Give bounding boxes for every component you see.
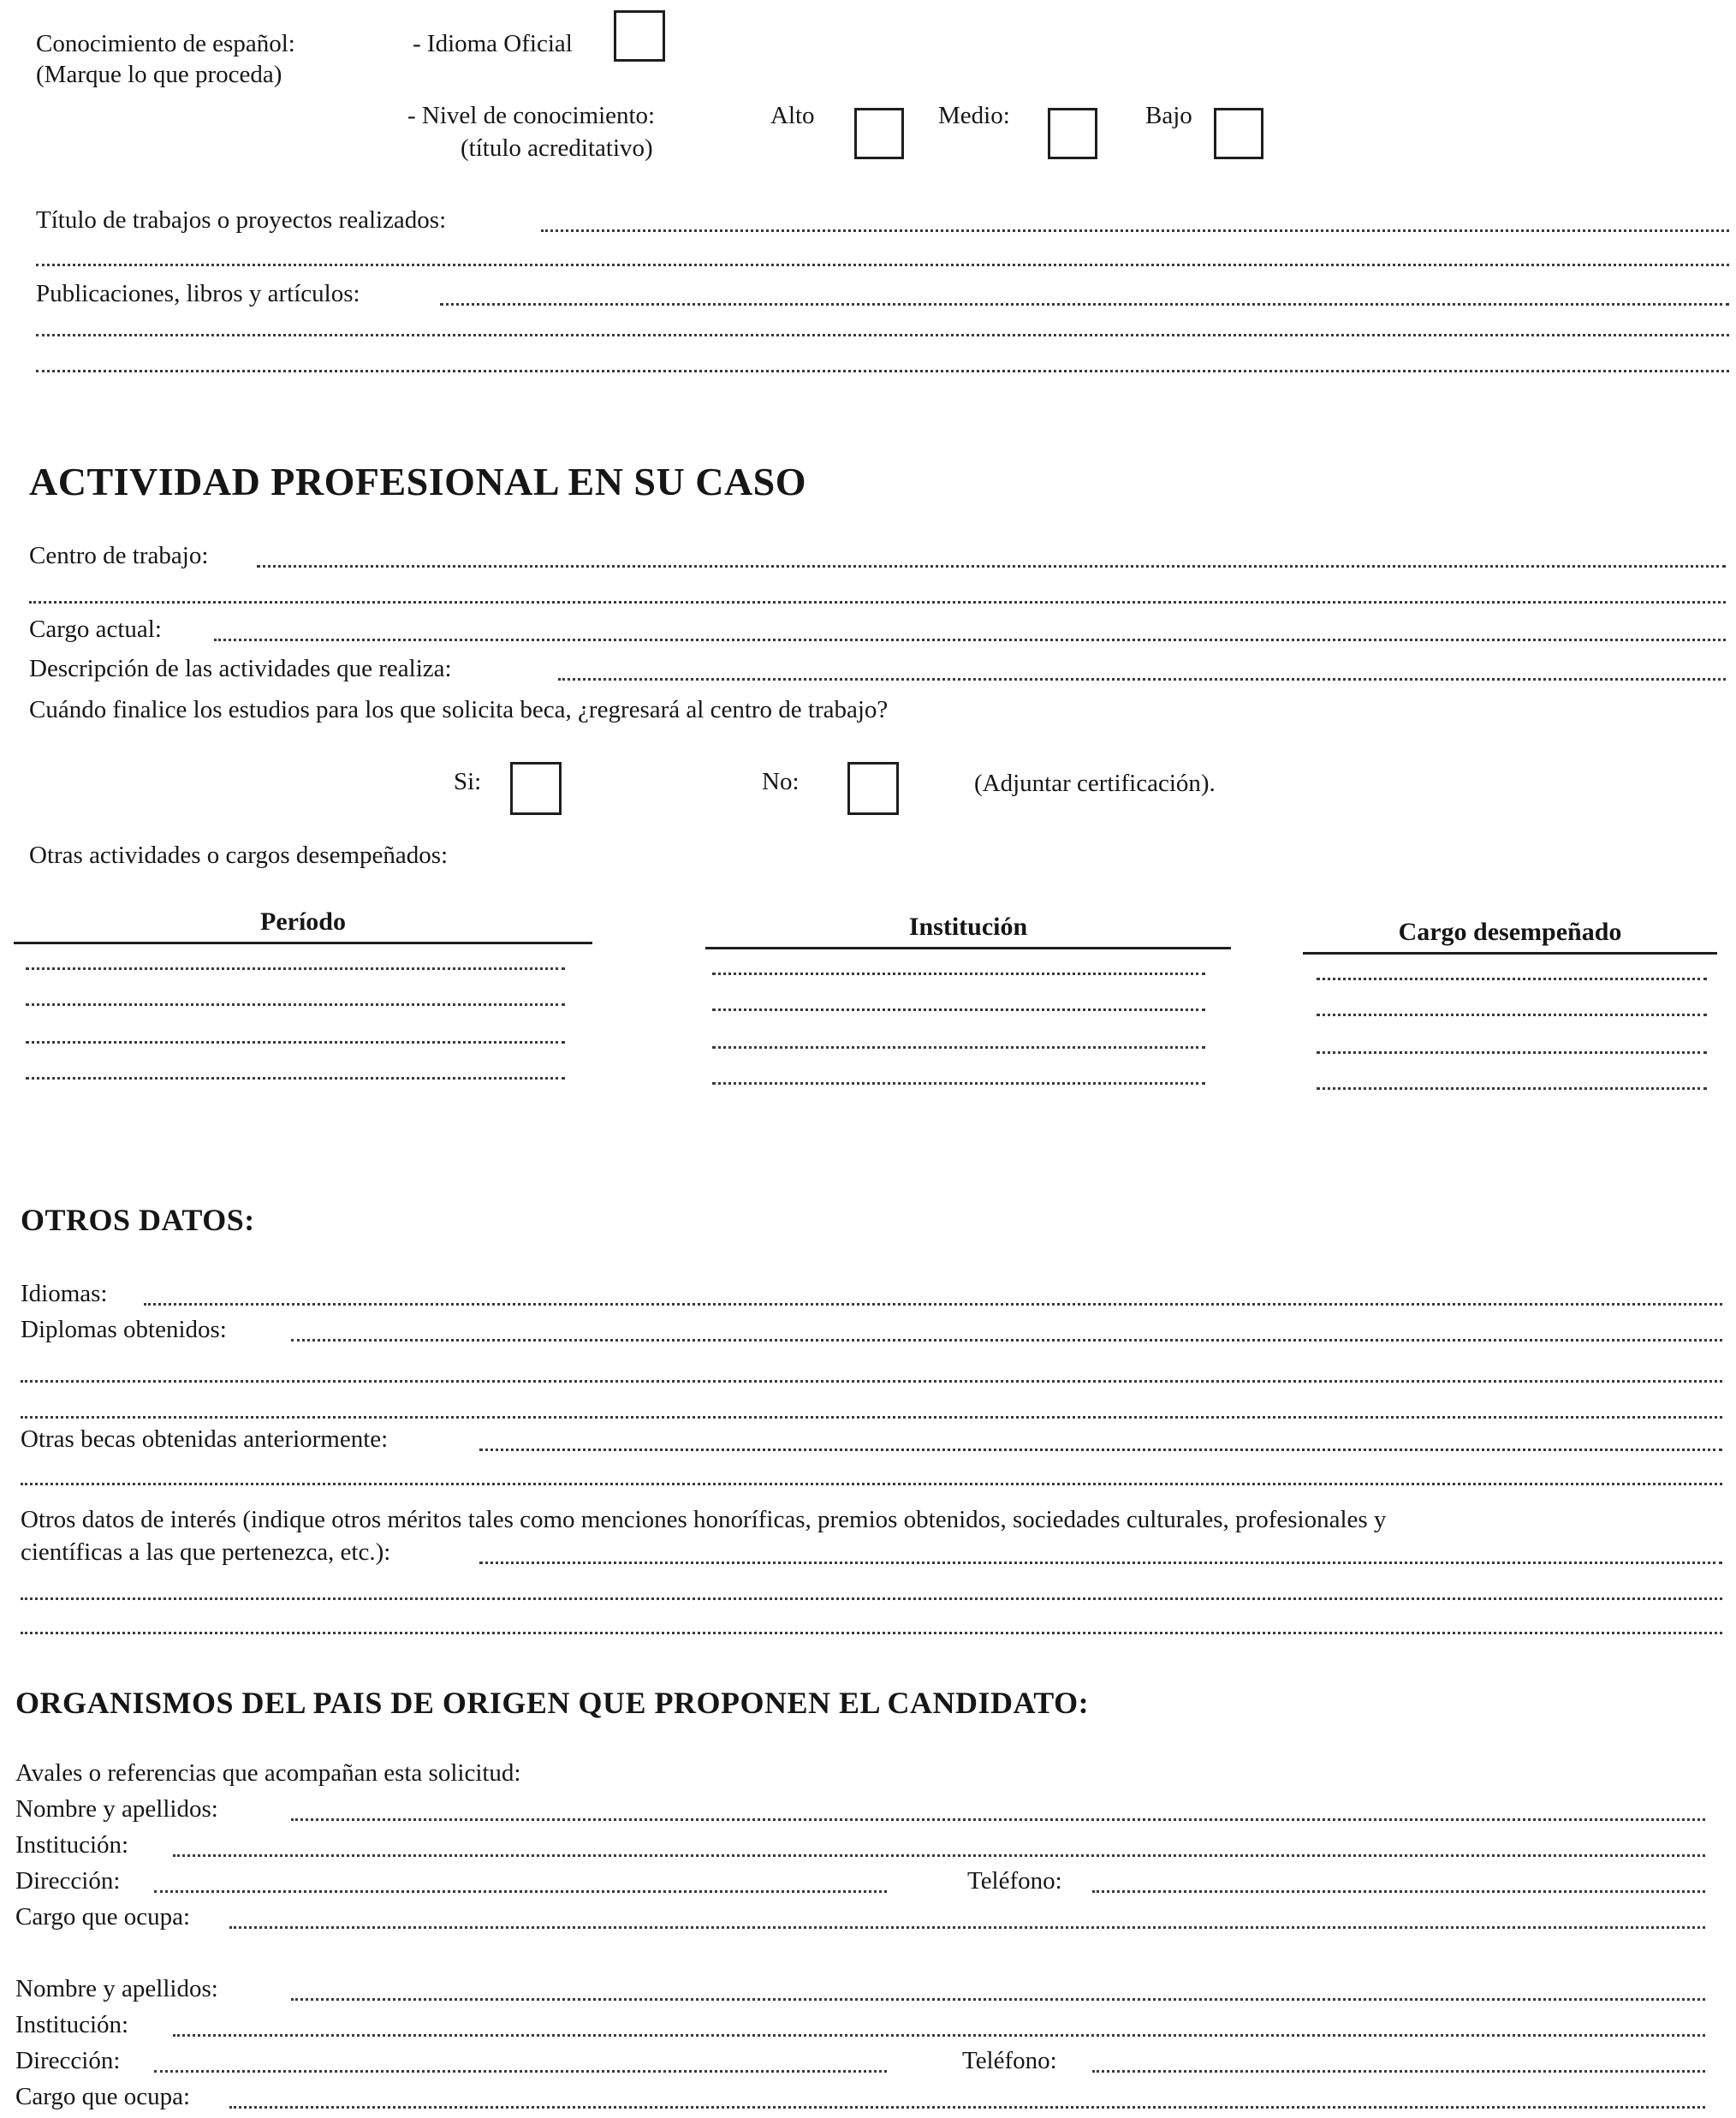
ref1-cargo-field[interactable]	[229, 1926, 1705, 1929]
organismos-heading: ORGANISMOS DEL PAIS DE ORIGEN QUE PROPONEN EL CANDIDATO:	[15, 1686, 1090, 1720]
otros-interes-field-line3[interactable]	[21, 1632, 1722, 1634]
ref1-direccion-label: Dirección:	[15, 1867, 121, 1895]
ref1-cargo-label: Cargo que ocupa:	[15, 1903, 191, 1931]
nivel-medio-label: Medio:	[938, 102, 1010, 129]
ref2-cargo-label: Cargo que ocupa:	[15, 2083, 191, 2110]
publicaciones-field[interactable]	[440, 303, 1729, 306]
otros-interes-field-line2[interactable]	[21, 1597, 1722, 1600]
nivel-bajo-checkbox[interactable]	[1214, 108, 1263, 159]
centro-trabajo-field-line2[interactable]	[29, 601, 1726, 604]
publicaciones-field-line3[interactable]	[36, 370, 1729, 372]
column-rule-periodo	[14, 942, 592, 944]
idiomas-field[interactable]	[144, 1303, 1722, 1306]
si-label: Si:	[454, 768, 482, 795]
nivel-alto-checkbox[interactable]	[854, 108, 904, 159]
otros-interes-label: Otros datos de interés (indique otros méritos tales como menciones honoríficas, premios obtenidos, sociedades culturales, profesionales y	[21, 1506, 1387, 1533]
ref1-telefono-label: Teléfono:	[967, 1867, 1062, 1895]
publicaciones-field-line2[interactable]	[36, 334, 1729, 336]
idiomas-label: Idiomas:	[21, 1280, 108, 1307]
cargo-actual-label: Cargo actual:	[29, 616, 162, 643]
no-checkbox[interactable]	[847, 762, 899, 815]
periodo-field-1[interactable]	[26, 967, 565, 970]
column-header-cargo: Cargo desempeñado	[1398, 918, 1622, 946]
cargo-actual-field[interactable]	[214, 639, 1726, 641]
periodo-field-3[interactable]	[26, 1041, 565, 1044]
descripcion-label: Descripción de las actividades que realiza:	[29, 655, 452, 682]
diplomas-field-line3[interactable]	[21, 1416, 1722, 1419]
titulo-trabajos-label: Título de trabajos o proyectos realizados:	[36, 206, 447, 234]
ref2-cargo-field[interactable]	[229, 2106, 1705, 2109]
titulo-trabajos-field-line2[interactable]	[36, 264, 1729, 266]
idioma-oficial-label: - Idioma Oficial	[413, 30, 573, 57]
espanol-label: Conocimiento de español:	[36, 30, 295, 57]
ref1-institucion-field[interactable]	[173, 1854, 1705, 1857]
periodo-field-4[interactable]	[26, 1077, 565, 1080]
diplomas-field-line2[interactable]	[21, 1380, 1722, 1383]
column-rule-cargo	[1303, 952, 1717, 955]
periodo-field-2[interactable]	[26, 1003, 565, 1006]
otros-interes-label-line2: científicas a las que pertenezca, etc.):	[21, 1538, 391, 1566]
institucion-field-3[interactable]	[712, 1046, 1205, 1049]
otros-interes-field[interactable]	[479, 1562, 1722, 1564]
otras-becas-label: Otras becas obtenidas anteriormente:	[21, 1425, 389, 1453]
ref1-institucion-label: Institución:	[15, 1831, 129, 1859]
idioma-oficial-checkbox[interactable]	[614, 10, 665, 62]
no-label: No:	[762, 768, 800, 795]
ref2-nombre-field[interactable]	[291, 1998, 1705, 2001]
cargo-field-3[interactable]	[1317, 1051, 1707, 1054]
otras-becas-field[interactable]	[479, 1449, 1722, 1451]
ref2-telefono-field[interactable]	[1092, 2070, 1705, 2073]
nivel-label: - Nivel de conocimiento:	[407, 102, 656, 129]
ref2-direccion-field[interactable]	[154, 2070, 887, 2073]
otros-datos-heading: OTROS DATOS:	[21, 1203, 255, 1237]
ref2-direccion-label: Dirección:	[15, 2047, 121, 2074]
ref2-institucion-field[interactable]	[173, 2034, 1705, 2037]
publicaciones-label: Publicaciones, libros y artículos:	[36, 280, 360, 307]
otras-actividades-label: Otras actividades o cargos desempeñados:	[29, 842, 449, 869]
espanol-label-note: (Marque lo que proceda)	[36, 61, 282, 88]
institucion-field-2[interactable]	[712, 1008, 1205, 1011]
column-header-institucion: Institución	[908, 913, 1028, 941]
ref2-institucion-label: Institución:	[15, 2011, 129, 2038]
si-checkbox[interactable]	[510, 762, 562, 815]
adjuntar-note: (Adjuntar certificación).	[974, 770, 1216, 797]
nivel-label-note: (título acreditativo)	[461, 134, 653, 162]
institucion-field-1[interactable]	[712, 973, 1205, 975]
cargo-field-1[interactable]	[1317, 978, 1707, 980]
nivel-alto-label: Alto	[770, 102, 815, 129]
regresara-question: Cuándo finalice los estudios para los que solicita beca, ¿regresará al centro de trabajo?	[29, 696, 889, 723]
centro-trabajo-label: Centro de trabajo:	[29, 542, 209, 569]
nivel-medio-checkbox[interactable]	[1048, 108, 1097, 159]
cargo-field-2[interactable]	[1317, 1014, 1707, 1016]
institucion-field-4[interactable]	[712, 1082, 1205, 1085]
titulo-trabajos-field[interactable]	[541, 229, 1729, 232]
ref2-nombre-label: Nombre y apellidos:	[15, 1975, 218, 2002]
ref2-telefono-label: Teléfono:	[962, 2047, 1057, 2074]
diplomas-field[interactable]	[291, 1339, 1722, 1342]
ref1-telefono-field[interactable]	[1092, 1890, 1705, 1893]
ref1-direccion-field[interactable]	[154, 1890, 887, 1893]
descripcion-field[interactable]	[558, 678, 1726, 681]
nivel-bajo-label: Bajo	[1145, 102, 1192, 129]
avales-label: Avales o referencias que acompañan esta solicitud:	[15, 1759, 521, 1787]
column-header-periodo: Período	[260, 907, 346, 936]
column-rule-institucion	[705, 947, 1231, 949]
diplomas-label: Diplomas obtenidos:	[21, 1316, 227, 1343]
centro-trabajo-field[interactable]	[257, 565, 1726, 568]
actividad-heading: ACTIVIDAD PROFESIONAL EN SU CASO	[29, 460, 807, 503]
ref1-nombre-label: Nombre y apellidos:	[15, 1795, 218, 1823]
otras-becas-field-line2[interactable]	[21, 1483, 1722, 1485]
ref1-nombre-field[interactable]	[291, 1818, 1705, 1821]
cargo-field-4[interactable]	[1317, 1087, 1707, 1090]
